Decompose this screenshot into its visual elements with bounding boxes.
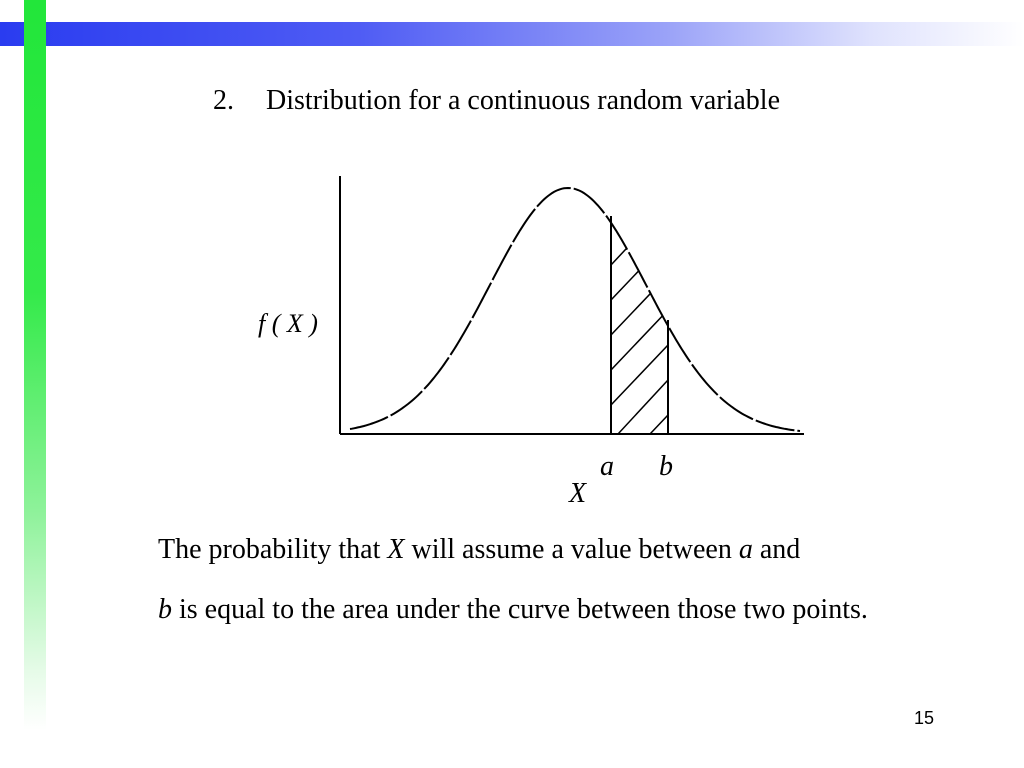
y-axis-label: f ( X ) (258, 309, 318, 338)
body-var-b: b (158, 594, 172, 625)
body-text-3: and (752, 534, 801, 565)
page-number: 15 (914, 708, 935, 728)
density-curve (350, 188, 800, 431)
body-var-x: X (387, 534, 405, 565)
slide-title (213, 85, 780, 117)
body-var-a: a (738, 534, 753, 565)
point-a-label: a (600, 451, 614, 482)
title-number: 2. (213, 85, 234, 116)
body-text-4: is equal to the area under the curve between those two points. (172, 594, 868, 625)
body-text-2: will assume a value between (404, 534, 739, 565)
side-gradient-bar (24, 0, 46, 730)
distribution-diagram (240, 160, 820, 510)
x-axis-label: X (569, 478, 587, 509)
title-text: Distribution for a continuous random variable (266, 85, 780, 116)
shaded-probability-area (611, 223, 668, 434)
point-b-label: b (659, 451, 673, 482)
body-text-1: The probability that (158, 534, 388, 565)
body-paragraph (158, 520, 958, 640)
header-gradient-bar (0, 22, 1024, 46)
